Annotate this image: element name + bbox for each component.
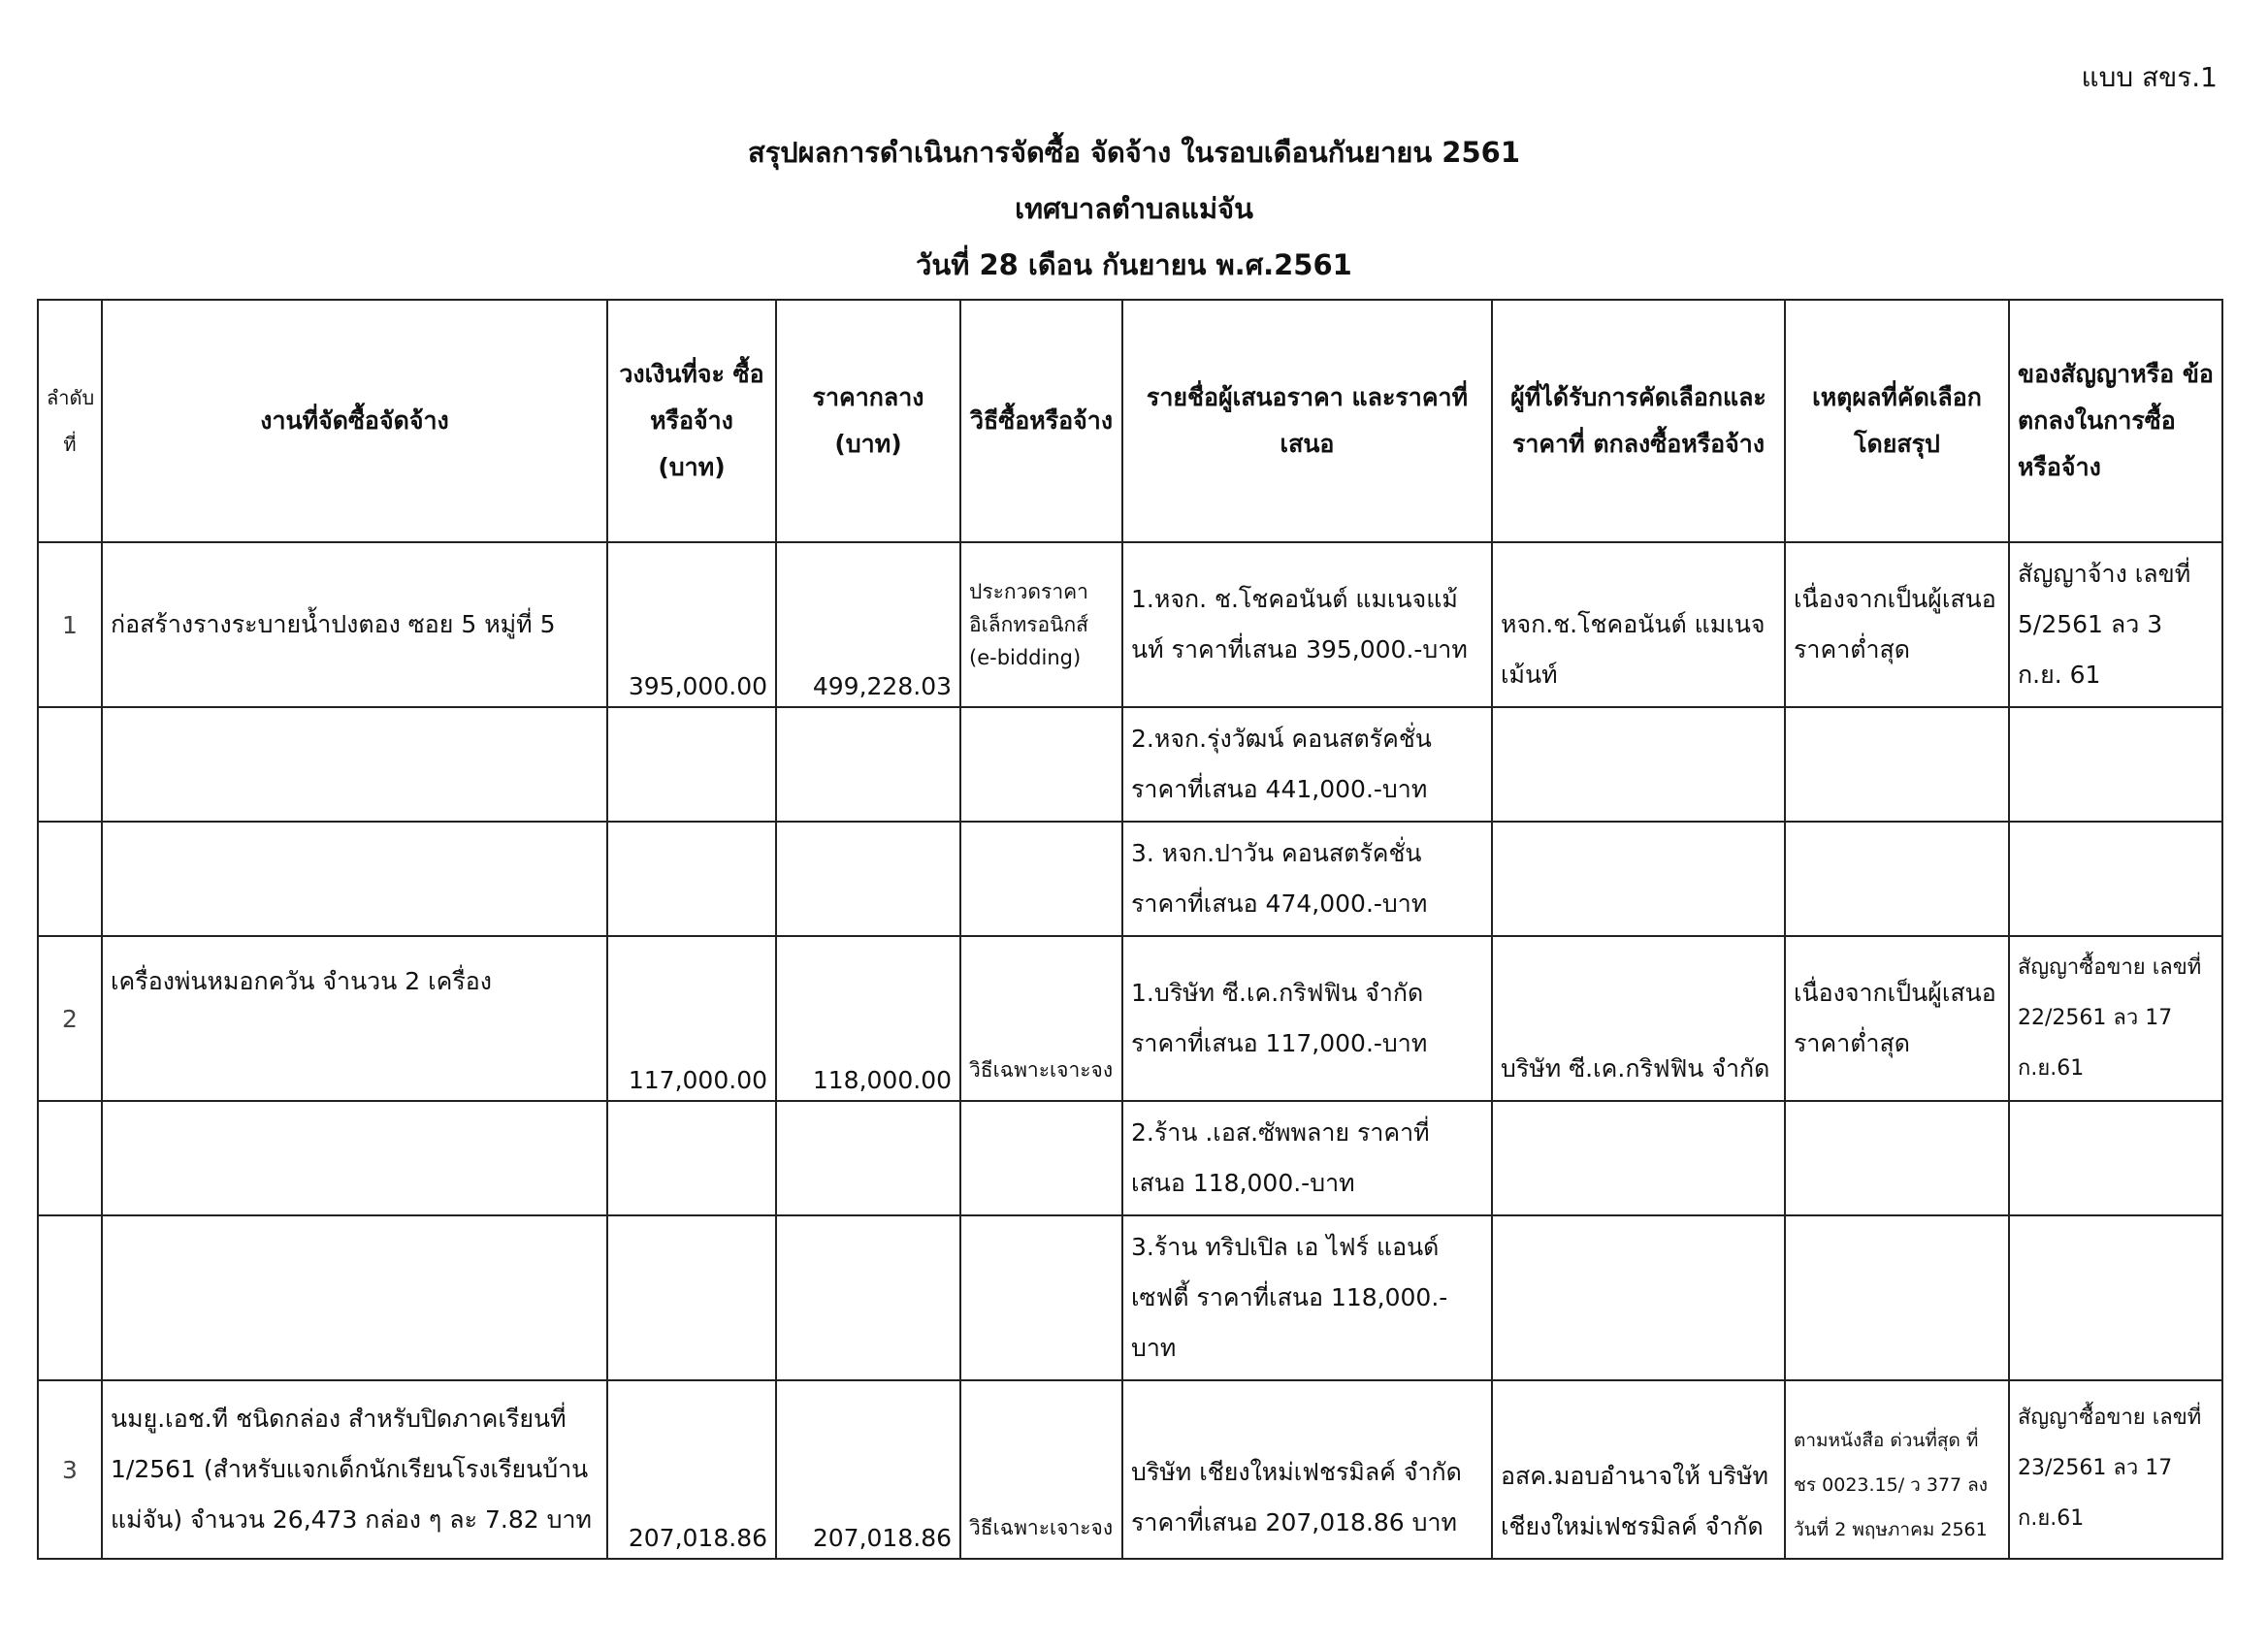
contract-reference: สัญญาซื้อขาย เลขที่ 23/2561 ลว 17 ก.ย.61 xyxy=(2009,1380,2222,1559)
header-reason: เหตุผลที่คัดเลือก โดยสรุป xyxy=(1785,300,2009,542)
header-row xyxy=(38,300,2222,542)
selected-vendor: หจก.ช.โชคอนันต์ แมเนจเม้นท์ xyxy=(1492,542,1785,707)
table-row xyxy=(38,1101,2222,1215)
table-row xyxy=(38,1215,2222,1380)
header-bidders: รายชื่อผู้เสนอราคา และราคาที่เสนอ xyxy=(1122,300,1492,542)
organization-name: เทศบาลตำบลแม่จัน xyxy=(1015,192,1253,225)
budget-value: 117,000.00 xyxy=(607,936,776,1101)
procurement-method: ประกวดราคา อิเล็กทรอนิกส์ (e-bidding) xyxy=(960,542,1122,707)
row-number: 2 xyxy=(38,936,102,1101)
table-row xyxy=(38,542,2222,707)
header-median-price: ราคากลาง (บาท) xyxy=(776,300,960,542)
row-number: 1 xyxy=(38,542,102,707)
item-description: ก่อสร้างรางระบายน้ำปงตอง ซอย 5 หมู่ที่ 5 xyxy=(102,542,607,707)
header-method: วิธีซื้อหรือจ้าง xyxy=(960,300,1122,542)
header-contract: ของสัญญาหรือ ข้อตกลงในการซื้อ หรือจ้าง xyxy=(2009,300,2222,542)
bidder-entry: 1.บริษัท ซี.เค.กริฟฟิน จำกัด ราคาที่เสนอ 117,000.-บาท xyxy=(1122,936,1492,1101)
document-date: วันที่ 28 เดือน กันยายน พ.ศ.2561 xyxy=(916,248,1352,281)
table-row xyxy=(38,822,2222,936)
selection-reason: ตามหนังสือ ด่วนที่สุด ที่ ชร 0023.15/ ว 377 ลง วันที่ 2 พฤษภาคม 2561 xyxy=(1785,1380,2009,1559)
selected-vendor: อสค.มอบอำนาจให้ บริษัท เชียงใหม่เฟชรมิลค์ จำกัด xyxy=(1492,1380,1785,1559)
header-no: ลำดับที่ xyxy=(38,300,102,542)
document-title: สรุปผลการดำเนินการจัดซื้อ จัดจ้าง ในรอบเดือนกันยายน 2561 xyxy=(748,136,1520,169)
document-titles xyxy=(0,124,2268,293)
median-price-value: 499,228.03 xyxy=(776,542,960,707)
bidder-entry: 2.หจก.รุ่งวัฒน์ คอนสตรัคชั่น ราคาที่เสนอ 441,000.-บาท xyxy=(1122,707,1492,822)
table-row xyxy=(38,936,2222,1101)
selection-reason: เนื่องจากเป็นผู้เสนอราคาต่ำสุด xyxy=(1785,936,2009,1101)
contract-reference: สัญญาซื้อขาย เลขที่ 22/2561 ลว 17 ก.ย.61 xyxy=(2009,936,2222,1101)
form-code: แบบ สขร.1 xyxy=(2081,61,2218,93)
table-row xyxy=(38,1380,2222,1559)
median-price-value: 118,000.00 xyxy=(776,936,960,1101)
bidder-entry: 1.หจก. ช.โชคอนันต์ แมเนจแม้นท์ ราคาที่เสนอ 395,000.-บาท xyxy=(1122,542,1492,707)
item-description: เครื่องพ่นหมอกควัน จำนวน 2 เครื่อง xyxy=(102,936,607,1101)
contract-reference: สัญญาจ้าง เลขที่ 5/2561 ลว 3 ก.ย. 61 xyxy=(2009,542,2222,707)
procurement-table xyxy=(37,299,2223,1560)
bidder-entry: 2.ร้าน .เอส.ซัพพลาย ราคาที่เสนอ 118,000.-บาท xyxy=(1122,1101,1492,1215)
bidder-entry: บริษัท เชียงใหม่เฟชรมิลค์ จำกัด ราคาที่เสนอ 207,018.86 บาท xyxy=(1122,1380,1492,1559)
procurement-method: วิธีเฉพาะเจาะจง xyxy=(960,1380,1122,1559)
procurement-method: วิธีเฉพาะเจาะจง xyxy=(960,936,1122,1101)
budget-value: 395,000.00 xyxy=(607,542,776,707)
table-row xyxy=(38,707,2222,822)
row-number: 3 xyxy=(38,1380,102,1559)
header-budget: วงเงินที่จะ ซื้อหรือจ้าง (บาท) xyxy=(607,300,776,542)
header-winner: ผู้ที่ได้รับการคัดเลือกและ ราคาที่ ตกลงซื้อหรือจ้าง xyxy=(1492,300,1785,542)
selection-reason: เนื่องจากเป็นผู้เสนอราคาต่ำสุด xyxy=(1785,542,2009,707)
header-item: งานที่จัดซื้อจัดจ้าง xyxy=(102,300,607,542)
median-price-value: 207,018.86 xyxy=(776,1380,960,1559)
item-description: นมยู.เอช.ที ชนิดกล่อง สำหรับปิดภาคเรียนที่ 1/2561 (สำหรับแจกเด็กนักเรียนโรงเรียนบ้านแม่จัน) จำนวน 26,473 กล่อง ๆ ละ 7.82 บาท xyxy=(102,1380,607,1559)
budget-value: 207,018.86 xyxy=(607,1380,776,1559)
bidder-entry: 3. หจก.ปาวัน คอนสตรัคชั่น ราคาที่เสนอ 474,000.-บาท xyxy=(1122,822,1492,936)
bidder-entry: 3.ร้าน ทริปเปิล เอ ไฟร์ แอนด์ เซฟตี้ ราคาที่เสนอ 118,000.-บาท xyxy=(1122,1215,1492,1380)
selected-vendor: บริษัท ซี.เค.กริฟฟิน จำกัด xyxy=(1492,936,1785,1101)
